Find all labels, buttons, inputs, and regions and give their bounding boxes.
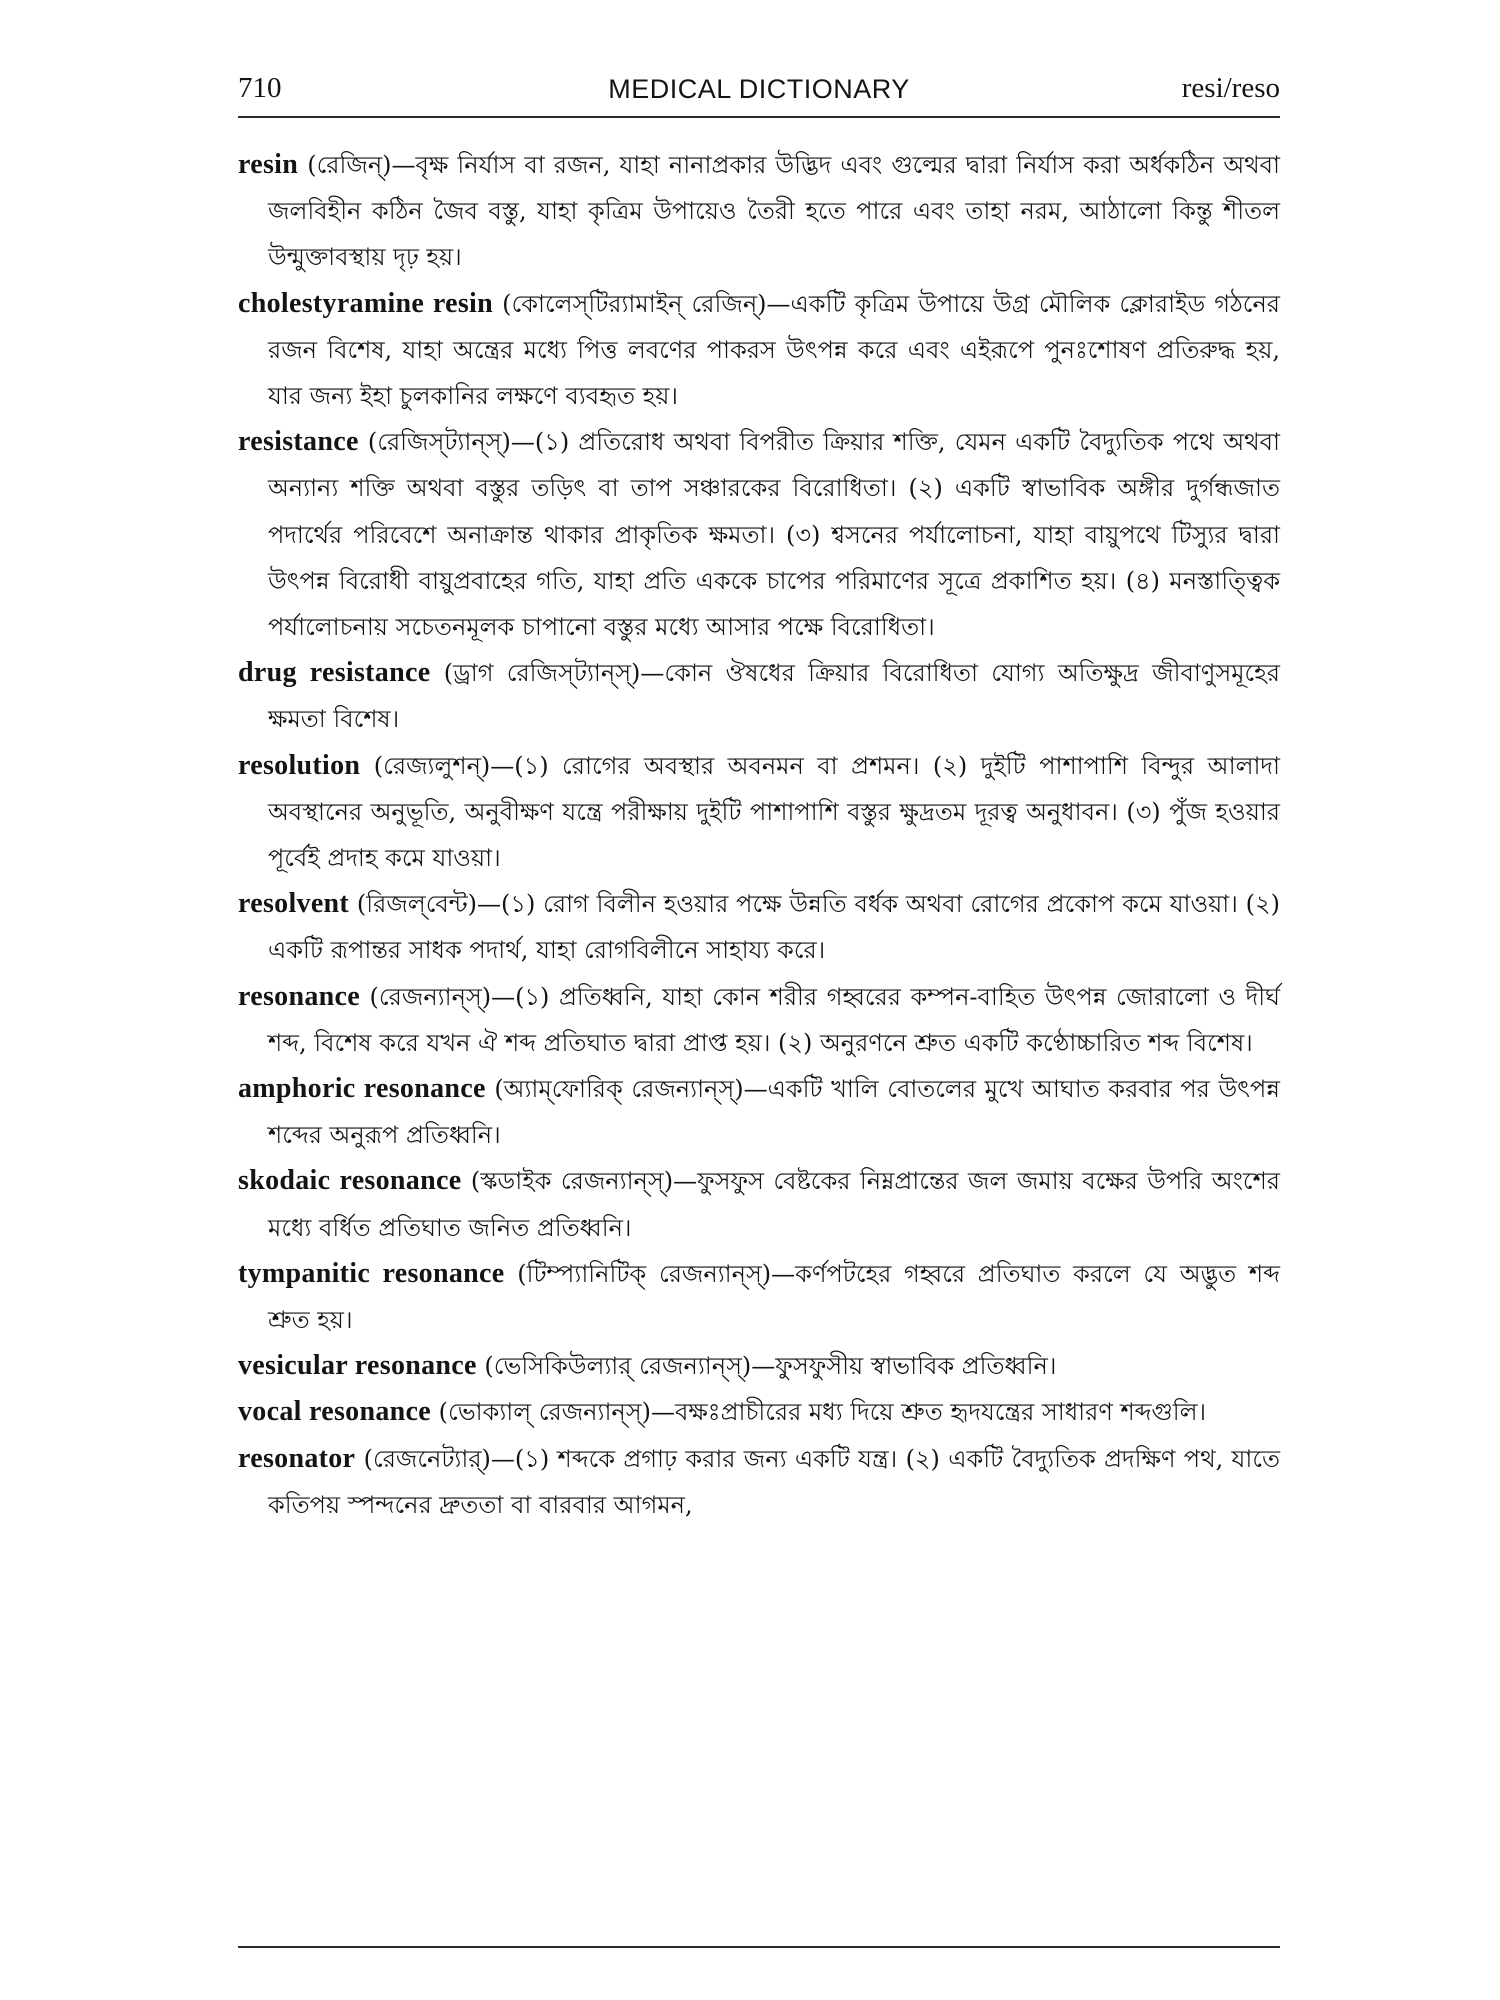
entry-definition: —কর্ণপটহের গহ্বরে প্রতিঘাত করলে যে অদ্ভুত শব্দ শ্রুত হয়। bbox=[268, 1259, 1280, 1335]
entry-headword: vocal resonance bbox=[238, 1396, 431, 1428]
entry-pronunciation: (কোলেস্‌টির‍্যামাইন্ রেজিন্) bbox=[502, 289, 767, 318]
entry-tympanitic-resonance bbox=[238, 1251, 1280, 1343]
entry-headword: resistance bbox=[238, 426, 359, 458]
entry-headword: vesicular resonance bbox=[238, 1350, 477, 1382]
entry-headword: drug resistance bbox=[238, 657, 431, 689]
footer-rule bbox=[238, 1946, 1280, 1948]
entry-pronunciation: (রিজল্‌বেন্ট) bbox=[356, 890, 478, 919]
entry-headword: resolution bbox=[238, 749, 361, 781]
entry-amphoric-resonance bbox=[238, 1066, 1280, 1158]
entry-pronunciation: (টিম্প্যানিটিক্ রেজন্যান্স্) bbox=[517, 1259, 772, 1288]
entry-pronunciation: (ড্রাগ রেজিস্‌ট্যান্স্) bbox=[443, 659, 641, 688]
entry-cholestyramine-resin bbox=[238, 281, 1280, 420]
entry-pronunciation: (রেজিন্) bbox=[307, 151, 392, 179]
entry-definition: —বক্ষঃপ্রাচীরের মধ্য দিয়ে শ্রুত হৃদযন্ত্রের সাধারণ শব্দগুলি। bbox=[650, 1398, 1207, 1427]
entry-vesicular-resonance bbox=[238, 1343, 1280, 1389]
entry-definition: —(১) রোগের অবস্থার অবনমন বা প্রশমন। (২) দুইটি পাশাপাশি বিন্দুর আলাদা অবস্থানের অনুভূতি, অনুবীক্ষণ যন্ত্রে পরীক্ষায় দুইটি পাশাপাশি বস্তুর ক্ষুদ্রতম দূরত্ব অনুধাবন। (৩) পুঁজ হওয়ার পূর্বেই প্রদাহ কমে যাওয়া। bbox=[268, 751, 1280, 873]
entry-headword: amphoric resonance bbox=[238, 1073, 486, 1105]
entry-definition: —(১) প্রতিরোধ অথবা বিপরীত ক্রিয়ার শক্তি, যেমন একটি বৈদ্যুতিক পথে অথবা অন্যান্য শক্তি অথবা বস্তুর তড়িৎ বা তাপ সঞ্চারকের বিরোধিতা। (২) একটি স্বাভাবিক অঙ্গীর দুর্গন্ধজাত পদার্থের পরিবেশে অনাক্রান্ত থাকার প্রাকৃতিক ক্ষমতা। (৩) শ্বসনের পর্যালোচনা, যাহা বায়ুপথে টিস্যুর দ্বারা উৎপন্ন বিরোধী বায়ুপ্রবাহের গতি, যাহা প্রতি এককে চাপের পরিমাণের সূত্রে প্রকাশিত হয়। (৪) মনস্তাত্ত্বিক পর্যালোচনায় সচেতনমূলক চাপানো বস্তুর মধ্যে আসার পক্ষে বিরোধিতা। bbox=[268, 428, 1280, 642]
entry-resolvent bbox=[238, 881, 1280, 973]
entry-resonance bbox=[238, 974, 1280, 1066]
guide-words: resi/reso bbox=[1181, 72, 1280, 104]
entry-pronunciation: (ভেসিকিউল্যার্ রেজন্যান্স্) bbox=[484, 1352, 752, 1381]
entry-headword: cholestyramine resin bbox=[238, 287, 494, 319]
entry-definition: —ফুসফুসীয় স্বাভাবিক প্রতিধ্বনি। bbox=[751, 1352, 1057, 1381]
entry-definition: —বৃক্ষ নির্যাস বা রজন, যাহা নানাপ্রকার উদ্ভিদ এবং গুল্মের দ্বারা নির্যাস করা অর্ধকঠিন অথবা জলবিহীন কঠিন জৈব বস্তু, যাহা কৃত্রিম উপায়েও তৈরী হতে পারে এবং তাহা নরম, আঠালো কিন্তু শীতল উন্মুক্তাবস্থায় দৃঢ় হয়। bbox=[268, 151, 1280, 272]
entry-pronunciation: (স্কডাইক রেজন্যান্স্) bbox=[470, 1167, 674, 1196]
page-number: 710 bbox=[238, 72, 282, 104]
entry-skodaic-resonance bbox=[238, 1158, 1280, 1250]
entry-headword: resonance bbox=[238, 980, 360, 1012]
entry-resistance bbox=[238, 419, 1280, 650]
entry-headword: resolvent bbox=[238, 888, 350, 920]
entry-definition: —(১) প্রতিধ্বনি, যাহা কোন শরীর গহ্বরের কম্পন-বাহিত উৎপন্ন জোরালো ও দীর্ঘ শব্দ, বিশেষ করে যখন ঐ শব্দ প্রতিঘাত দ্বারা প্রাপ্ত হয়। (২) অনুরণনে শ্রুত একটি কণ্ঠোচ্চারিত শব্দ বিশেষ। bbox=[268, 982, 1280, 1057]
entry-definition: —(১) শব্দকে প্রগাঢ় করার জন্য একটি যন্ত্র। (২) একটি বৈদ্যুতিক প্রদক্ষিণ পথ, যাতে কতিপয় স্পন্দনের দ্রুততা বা বারবার আগমন, bbox=[268, 1444, 1280, 1519]
entry-headword: tympanitic resonance bbox=[238, 1257, 505, 1289]
running-title: MEDICAL DICTIONARY bbox=[608, 74, 910, 104]
entry-definition: —একটি খালি বোতলের মুখে আঘাত করবার পর উৎপন্ন শব্দের অনুরূপ প্রতিধ্বনি। bbox=[268, 1075, 1280, 1150]
entry-headword: skodaic resonance bbox=[238, 1165, 462, 1197]
entry-drug-resistance bbox=[238, 650, 1280, 742]
entry-pronunciation: (রেজ্যলুশন্) bbox=[373, 751, 491, 780]
entry-definition: —কোন ঔষধের ক্রিয়ার বিরোধিতা যোগ্য অতিক্ষুদ্র জীবাণুসমূহের ক্ষমতা বিশেষ। bbox=[268, 659, 1280, 734]
entry-list bbox=[238, 142, 1280, 1528]
entry-pronunciation: (রেজন্যান্স্) bbox=[369, 982, 492, 1011]
entry-resonator bbox=[238, 1436, 1280, 1528]
entry-definition: —ফুসফুস বেষ্টকের নিম্নপ্রান্তের জল জমায় বক্ষের উপরি অংশের মধ্যে বর্ধিত প্রতিঘাত জনিত প্রতিধ্বনি। bbox=[268, 1167, 1280, 1242]
entry-headword: resin bbox=[238, 149, 299, 180]
entry-resin bbox=[238, 142, 1280, 281]
entry-pronunciation: (ভোক্যাল্ রেজন্যান্স্) bbox=[438, 1398, 651, 1427]
entry-definition: —(১) রোগ বিলীন হওয়ার পক্ষে উন্নতি বর্ধক অথবা রোগের প্রকোপ কমে যাওয়া। (২) একটি রূপান্তর সাধক পদার্থ, যাহা রোগবিলীনে সাহায্য করে। bbox=[268, 890, 1280, 965]
entry-pronunciation: (রেজিস্‌ট্যান্স্) bbox=[367, 428, 511, 457]
entry-definition: —একটি কৃত্রিম উপায়ে উগ্র মৌলিক ক্লোরাইড গঠনের রজন বিশেষ, যাহা অন্ত্রের মধ্যে পিত্ত লবণের পাকরস উৎপন্ন করে এবং এইরূপে পুনঃশোষণ প্রতিরুদ্ধ হয়, যার জন্য ইহা চুলকানির লক্ষণে ব্যবহৃত হয়। bbox=[268, 289, 1280, 411]
entry-resolution bbox=[238, 743, 1280, 882]
entry-pronunciation: (অ্যাম্‌ফোরিক্ রেজন্যান্স্) bbox=[494, 1075, 744, 1104]
entry-vocal-resonance bbox=[238, 1389, 1280, 1435]
page-header bbox=[238, 72, 1280, 118]
entry-headword: resonator bbox=[238, 1442, 356, 1474]
entry-pronunciation: (রেজনেট্যার্) bbox=[363, 1444, 491, 1473]
